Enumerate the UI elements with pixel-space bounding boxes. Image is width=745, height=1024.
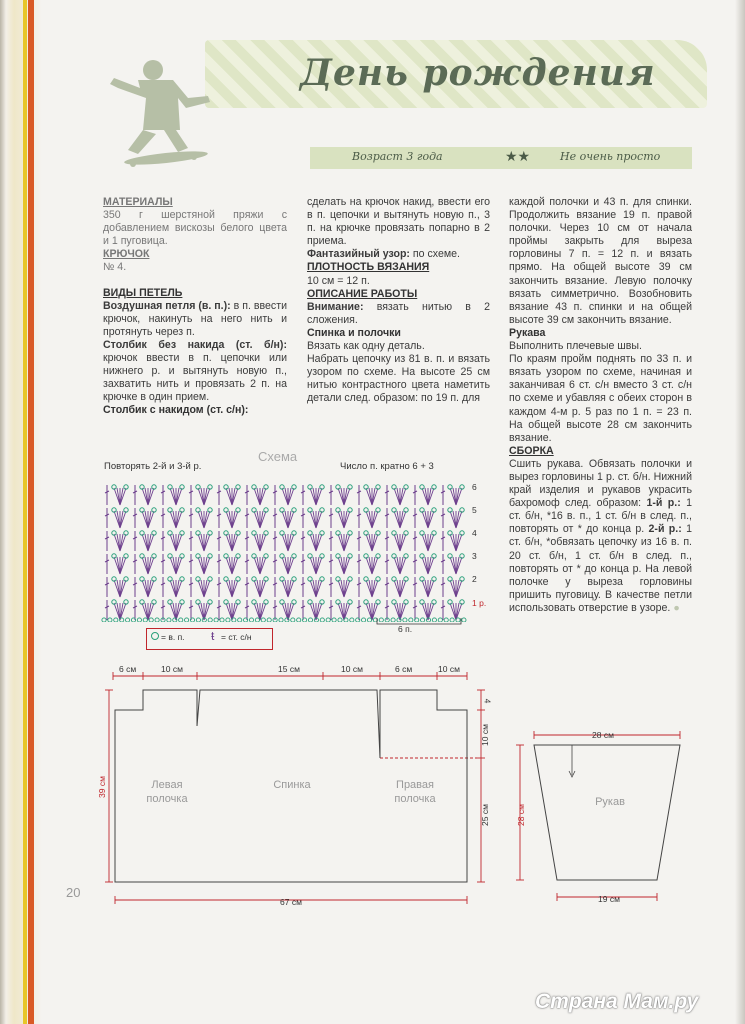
attention-text: [307, 301, 490, 327]
sleeve-label: Рукав: [595, 796, 625, 808]
stitch-cluster: [245, 485, 268, 505]
sleeve-bottom-dim: 19 см: [598, 894, 620, 904]
assembly-text: [509, 458, 692, 615]
sleeve-diagram: [512, 725, 697, 910]
stitch-cluster: [329, 508, 352, 528]
six-stitch-bracket: [375, 616, 465, 628]
stitch-cluster: [189, 485, 212, 505]
chain-stitch: [279, 618, 283, 622]
dim-top-3: 15 см: [278, 664, 300, 674]
stitch-cluster: [161, 485, 184, 505]
stitch-cluster: [105, 531, 128, 551]
chain-desc: [103, 300, 287, 339]
chain-stitch: [143, 618, 147, 622]
row1-term: 1-й р.:: [646, 497, 681, 510]
column-2: [307, 196, 490, 406]
gauge-heading: ПЛОТНОСТЬ ВЯЗАНИЯ: [307, 261, 430, 274]
back-heading: Спинка и полочки: [307, 326, 401, 339]
fronts-text: каждой полочки и 43 п. для спинки. Продолжить вязание 19 п. правой полочки. Через 10 см от начала проймы закрыть для выреза горловины 7 п. = 12 п. и вязать прямо. На общей высоте 39 см закончить вязание. Левую полочку вязать симметрично. Возобновить вязание 43 п. спинки и на общей высоте 39 см закончить вязание.: [509, 196, 692, 326]
dim-top-5: 6 см: [395, 664, 413, 674]
stitch-cluster: [105, 577, 128, 597]
crochet-chart: [98, 472, 468, 622]
stitch-cluster: [161, 577, 184, 597]
dc-text: сделать на крючок накид, ввести его в п. цепочки и вытянуть новую п., 3 п. на крючке провязать попарно в 2 приема.: [307, 196, 490, 248]
stitch-cluster: [245, 577, 268, 597]
stitch-cluster: [413, 531, 436, 551]
chain-stitch: [308, 618, 312, 622]
sleeve-side-dim: 28 см: [515, 804, 526, 826]
left-front-label: Левая полочка: [146, 779, 188, 805]
sleeve-top-dim: 28 см: [592, 730, 614, 740]
loops-heading: ВИДЫ ПЕТЕЛЬ: [103, 286, 183, 299]
row-num-1: 1 р.: [472, 598, 487, 608]
fancy-term: Фантазийный узор:: [307, 248, 410, 261]
stitch-cluster: [273, 600, 296, 620]
chain-text: в п. ввести крючок, накинуть на него нить и протянуть через п.: [103, 299, 287, 338]
gauge-text: 10 см = 12 п.: [307, 274, 370, 287]
stitch-cluster: [217, 531, 240, 551]
chain-stitch: [220, 618, 224, 622]
scheme-repeat-note: Повторять 2-й и 3-й р.: [104, 461, 202, 472]
stitch-cluster: [161, 531, 184, 551]
stitch-cluster: [189, 531, 212, 551]
stitch-cluster: [413, 508, 436, 528]
stitch-cluster: [413, 554, 436, 574]
chain-stitch: [261, 618, 265, 622]
chain-stitch: [167, 618, 171, 622]
site-watermark: Страна Мам.ру: [535, 990, 699, 1013]
chain-stitch: [367, 618, 371, 622]
page-title: День рождения: [300, 52, 656, 94]
chain-stitch: [114, 618, 118, 622]
dim-top-4: 10 см: [341, 664, 363, 674]
chain-stitch: [155, 618, 159, 622]
stitch-cluster: [133, 577, 156, 597]
chain-stitch: [320, 618, 324, 622]
chain-stitch: [226, 618, 230, 622]
column-1: [103, 196, 287, 418]
stitch-cluster: [413, 485, 436, 505]
stitch-cluster: [133, 554, 156, 574]
chain-stitch: [326, 618, 330, 622]
skateboarder-illustration: [98, 58, 228, 168]
row-num-3: 3: [472, 551, 477, 561]
stitch-cluster: [357, 531, 380, 551]
chain-stitch: [214, 618, 218, 622]
stitch-cluster: [301, 554, 324, 574]
chain-stitch: [249, 618, 253, 622]
chain-stitch: [102, 618, 106, 622]
stitch-cluster: [385, 531, 408, 551]
stitch-cluster: [301, 508, 324, 528]
sc-text: крючок ввести в п. цепочки или нижнего р. и вытянуть новую п., захватить нить и провязать 2 п. на крючке в один прием.: [103, 352, 287, 404]
stitch-cluster: [105, 554, 128, 574]
chain-stitch: [255, 618, 259, 622]
stitch-cluster: [329, 531, 352, 551]
page-number: 20: [66, 885, 81, 900]
description-heading: ОПИСАНИЕ РАБОТЫ: [307, 287, 418, 300]
difficulty-label: Не очень просто: [560, 150, 661, 163]
legend-chain-label: = в. п.: [161, 632, 185, 642]
chain-stitch: [179, 618, 183, 622]
dim-top-6: 10 см: [438, 664, 460, 674]
stitch-cluster: [133, 485, 156, 505]
hook-heading: КРЮЧОК: [103, 248, 150, 261]
stitch-cluster: [301, 600, 324, 620]
stitch-cluster: [329, 600, 352, 620]
column-3: [509, 196, 692, 615]
dim-top-2: 10 см: [161, 664, 183, 674]
page-edge: [735, 0, 745, 1024]
chain-stitch: [108, 618, 112, 622]
stitch-cluster: [385, 508, 408, 528]
stitch-cluster: [133, 508, 156, 528]
chain-stitch: [332, 618, 336, 622]
back-text-1: Вязать как одну деталь.: [307, 340, 425, 353]
dim-67: 67 см: [280, 897, 302, 907]
stitch-cluster: [245, 531, 268, 551]
stitch-cluster: [441, 577, 464, 597]
dim-top-1: 6 см: [119, 664, 137, 674]
stitch-cluster: [105, 508, 128, 528]
chain-stitch: [137, 618, 141, 622]
back-label: Спинка: [273, 779, 311, 791]
stitch-cluster: [301, 577, 324, 597]
stitch-cluster: [189, 600, 212, 620]
dim-25: 25 см: [479, 804, 490, 826]
stitch-cluster: [105, 485, 128, 505]
stitch-cluster: [133, 600, 156, 620]
stitch-cluster: [357, 508, 380, 528]
stitch-cluster: [189, 554, 212, 574]
stitch-cluster: [329, 577, 352, 597]
dim-39: 39 см: [96, 776, 107, 798]
fancy-desc: [307, 248, 490, 261]
attention-term: Внимание:: [307, 300, 364, 313]
sleeve-text-1: Выполнить плечевые швы.: [509, 340, 642, 353]
stitch-cluster: [329, 485, 352, 505]
row-num-2: 2: [472, 574, 477, 584]
stitch-cluster: [217, 554, 240, 574]
stitch-cluster: [161, 554, 184, 574]
stitch-cluster: [245, 508, 268, 528]
stitch-cluster: [245, 554, 268, 574]
dim-10: 10 см: [479, 724, 490, 746]
stitch-cluster: [413, 577, 436, 597]
row2-term: 2-й р.:: [648, 523, 682, 536]
stitch-cluster: [357, 485, 380, 505]
stitch-cluster: [357, 577, 380, 597]
sc-desc: [103, 339, 287, 404]
end-dot-icon: ●: [673, 601, 680, 614]
stitch-cluster: [189, 577, 212, 597]
difficulty-stars: ★★: [505, 148, 531, 164]
chain-stitch: [185, 618, 189, 622]
stitch-cluster: [441, 508, 464, 528]
row-num-6: 6: [472, 482, 477, 492]
chain-stitch: [350, 618, 354, 622]
assembly-text-3: 1 ст. б/н, *обвязать цепочку из 16 в. п. 20 ст. б/н, 1 ст. б/н в след. п., повторять от * до конца р. На левой полочке у выреза горловины пришить пуговицу. В качестве петли использовать отверстие в узоре.: [509, 523, 692, 614]
six-stitch-label: 6 п.: [398, 624, 413, 634]
legend-dc-label: = ст. с/н: [221, 632, 252, 642]
chain-stitch: [126, 618, 130, 622]
dc-symbol-icon: ŧ: [211, 629, 215, 643]
stitch-cluster: [217, 485, 240, 505]
stitch-cluster: [161, 508, 184, 528]
stitch-cluster: [273, 531, 296, 551]
stitch-cluster: [329, 554, 352, 574]
stitch-cluster: [189, 508, 212, 528]
stitch-cluster: [273, 485, 296, 505]
chain-stitch: [196, 618, 200, 622]
stitch-cluster: [273, 577, 296, 597]
materials-heading: МАТЕРИАЛЫ: [103, 196, 173, 208]
dim-4: 4: [482, 698, 493, 704]
age-label: Возраст 3 года: [352, 150, 443, 163]
chain-symbol-icon: [151, 632, 159, 640]
chain-stitch: [338, 618, 342, 622]
stitch-cluster: [357, 554, 380, 574]
scheme-title: Схема: [258, 449, 298, 464]
chain-stitch: [149, 618, 153, 622]
chain-stitch: [297, 618, 301, 622]
page-gutter: [0, 0, 42, 1024]
stitch-cluster: [217, 577, 240, 597]
stitch-cluster: [217, 508, 240, 528]
chain-stitch: [362, 618, 366, 622]
stitch-cluster: [385, 554, 408, 574]
dc-term: Столбик с накидом (ст. с/н):: [103, 404, 249, 417]
chain-stitch: [238, 618, 242, 622]
stitch-cluster: [105, 600, 128, 620]
red-stripe: [28, 0, 34, 1024]
sc-term: Столбик без накида (ст. б/н):: [103, 338, 287, 351]
stitch-cluster: [301, 485, 324, 505]
right-front-label: Правая полочка: [394, 779, 436, 805]
chain-term: Воздушная петля (в. п.):: [103, 299, 231, 312]
materials-text: 350 г шерстяной пряжи с добавлением вискозы белого цвета и 1 пуговица.: [103, 209, 287, 248]
row-num-5: 5: [472, 505, 477, 515]
back-text-2: Набрать цепочку из 81 в. п. и вязать узором по схеме. На высоте 25 см нитью контрастного цвета наметить детали след. образом: по 19 п. для: [307, 353, 490, 405]
yellow-stripe: [23, 0, 27, 1024]
chain-stitch: [267, 618, 271, 622]
stitch-cluster: [217, 600, 240, 620]
assembly-text-2: 1 ст. б/н, *16 в. п., 1 ст. б/н в след. п., повторять от * до конца р.: [509, 497, 692, 536]
stitch-cluster: [385, 577, 408, 597]
stitch-cluster: [273, 554, 296, 574]
scheme-multiple-note: Число п. кратно 6 + 3: [340, 461, 434, 472]
row-num-4: 4: [472, 528, 477, 538]
stitch-cluster: [441, 531, 464, 551]
stitch-cluster: [133, 531, 156, 551]
chain-stitch: [291, 618, 295, 622]
assembly-text-1: Сшить рукава. Обвязать полочки и вырез горловины 1 р. ст. б/н. Нижний край изделия и рукавов украсить бахромоф след. образом:: [509, 457, 692, 510]
chain-stitch: [208, 618, 212, 622]
hook-text: № 4.: [103, 261, 127, 274]
legend-box: [146, 628, 273, 650]
stitch-cluster: [245, 600, 268, 620]
stitch-cluster: [441, 554, 464, 574]
assembly-heading: СБОРКА: [509, 444, 554, 457]
stitch-cluster: [385, 485, 408, 505]
attention-body: вязать нитью в 2 сложения.: [307, 300, 490, 326]
stitch-cluster: [161, 600, 184, 620]
stitch-cluster: [273, 508, 296, 528]
stitch-cluster: [301, 531, 324, 551]
stitch-cluster: [441, 485, 464, 505]
fancy-text: по схеме.: [412, 248, 460, 261]
sleeve-text-2: По краям пройм поднять по 33 п. и вязать узором по схеме, начиная и заканчивая 6 ст. с/н вместо 3 ст. с/н по схеме и убавляя с обеих сторон в каждом 4-м р. 5 раз по 1 п. = 23 п. На общей высоте 28 см закончить вязание.: [509, 353, 692, 444]
sleeve-heading: Рукава: [509, 326, 546, 339]
